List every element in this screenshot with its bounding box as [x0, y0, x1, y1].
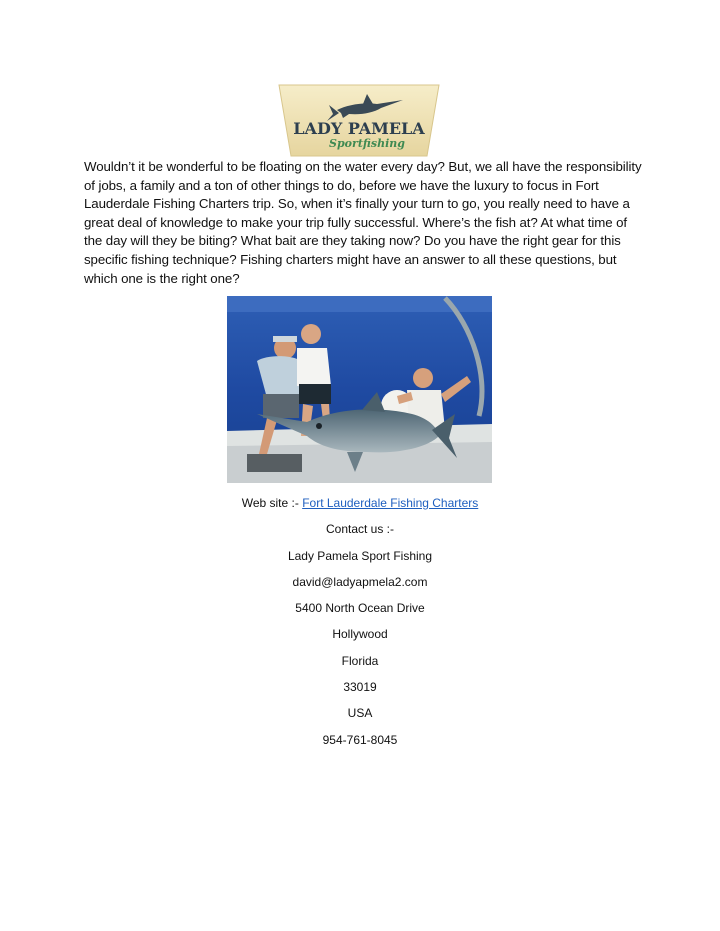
street-address: 5400 North Ocean Drive: [295, 601, 425, 616]
lady-pamela-logo: [277, 83, 441, 158]
logo-tagline: Sportfishing: [329, 137, 405, 150]
website-link[interactable]: Fort Lauderdale Fishing Charters: [302, 496, 479, 510]
business-name: Lady Pamela Sport Fishing: [287, 548, 433, 563]
contact-section: [0, 494, 720, 757]
zip-code: 33019: [343, 680, 377, 695]
phone-number: 954-761-8045: [322, 732, 398, 747]
fishing-photo: [227, 296, 492, 483]
website-label: Web site :-: [241, 496, 303, 510]
logo-name: LADY PAMELA: [293, 119, 425, 138]
contact-heading: Contact us :-: [325, 522, 395, 537]
intro-paragraph: Wouldn’t it be wonderful to be floating on the water every day? But, we all have the responsibility of jobs, a family and a ton of other things to do, before we have the luxury to focus in Fort Lauderdale Fishing Charters trip. So, when it’s finally your turn to go, you really need to have a great deal of knowledge to make your trip fully successful. Where’s the fish at? At what time of the day will they be biting? What bait are they taking now? Do you have the right gear for this specific fishing technique? Fishing charters might have an answer to all these questions, but which one is the right one?: [84, 159, 642, 286]
city: Hollywood: [332, 627, 388, 642]
website-line: [0, 494, 720, 520]
state: Florida: [341, 653, 379, 668]
email-address: david@ladyapmela2.com: [292, 574, 428, 589]
country: USA: [347, 706, 373, 721]
